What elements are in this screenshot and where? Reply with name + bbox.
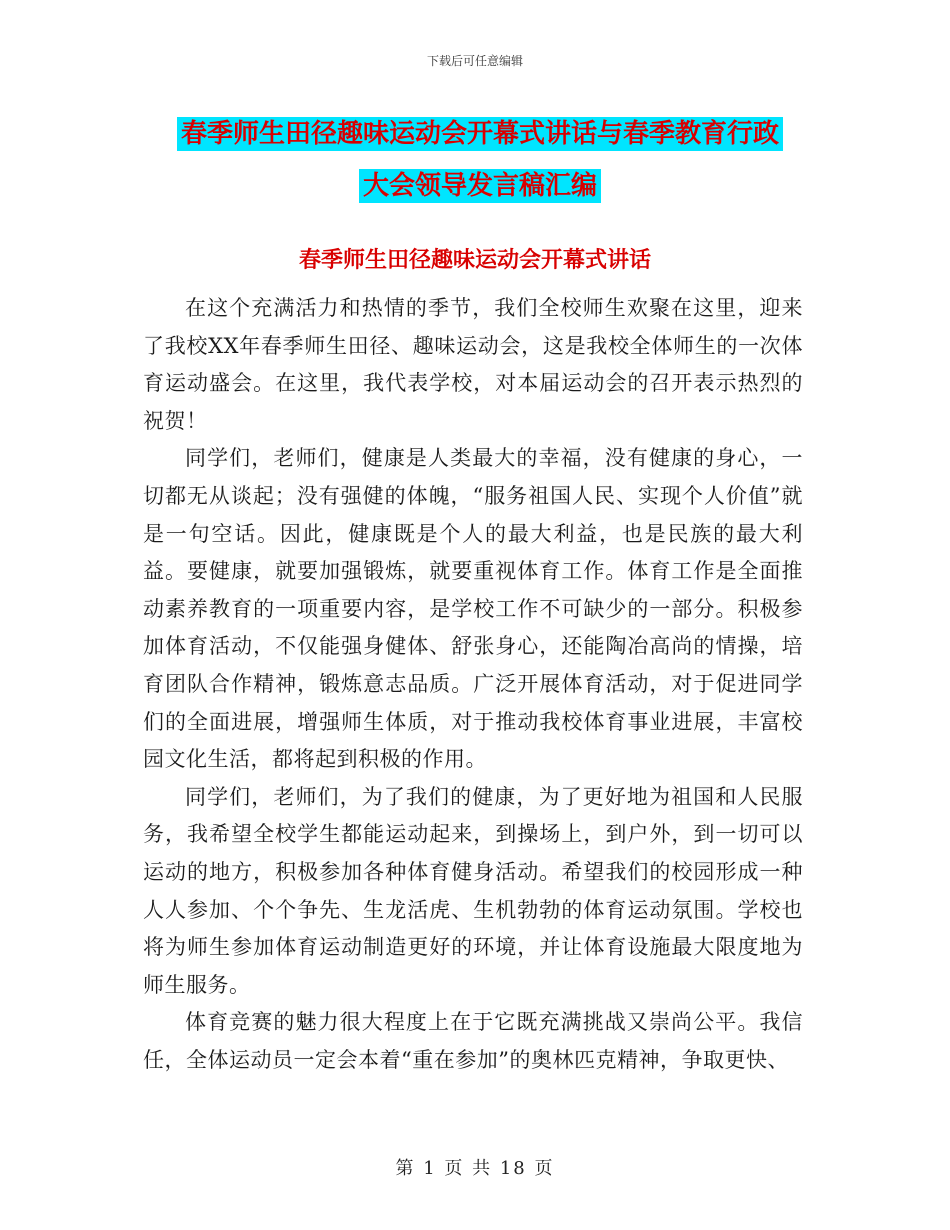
document-title [140, 108, 820, 212]
document-title-line-2: 大会领导发言稿汇编 [359, 169, 601, 203]
paragraph: 同学们，老师们，健康是人类最大的幸福，没有健康的身心，一切都无从谈起；没有强健的体魄，“服务祖国人民、实现个人价值”就是一句空话。因此，健康既是个人的最大利益，也是民族的最大利益。要健康，就要加强锻炼，就要重视体育工作。体育工作是全面推动素养教育的一项重要内容，是学校工作不可缺少的一部分。积极参加体育活动，不仅能强身健体、舒张身心，还能陶冶高尚的情操，培育团队合作精神，锻炼意志品质。广泛开展体育活动，对于促进同学们的全面进展，增强师生体质，对于推动我校体育事业进展，丰富校园文化生活，都将起到积极的作用。 [143, 446, 803, 772]
header-note: 下载后可任意编辑 [426, 54, 523, 68]
page-footer: 第 1 页 共 18 页 [395, 1158, 555, 1179]
document-title-line-1: 春季师生田径趣味运动会开幕式讲话与春季教育行政 [177, 117, 783, 151]
paragraph: 在这个充满活力和热情的季节，我们全校师生欢聚在这里，迎来了我校XX年春季师生田径、趣味运动会，这是我校全体师生的一次体育运动盛会。在这里，我代表学校，对本届运动会的召开表示热烈的祝贺！ [143, 296, 803, 433]
section-title: 春季师生田径趣味运动会开幕式讲话 [298, 248, 651, 273]
paragraph: 体育竞赛的魅力很大程度上在于它既充满挑战又崇尚公平。我信任，全体运动员一定会本着“重在参加”的奥林匹克精神，争取更快、 [143, 1010, 803, 1072]
body-text [143, 290, 803, 1079]
paragraph: 同学们，老师们，为了我们的健康，为了更好地为祖国和人民服务，我希望全校学生都能运动起来，到操场上，到户外，到一切可以运动的地方，积极参加各种体育健身活动。希望我们的校园形成一种人人参加、个个争先、生龙活虎、生机勃勃的体育运动氛围。学校也将为师生参加体育运动制造更好的环境，并让体育设施最大限度地为师生服务。 [143, 784, 803, 997]
